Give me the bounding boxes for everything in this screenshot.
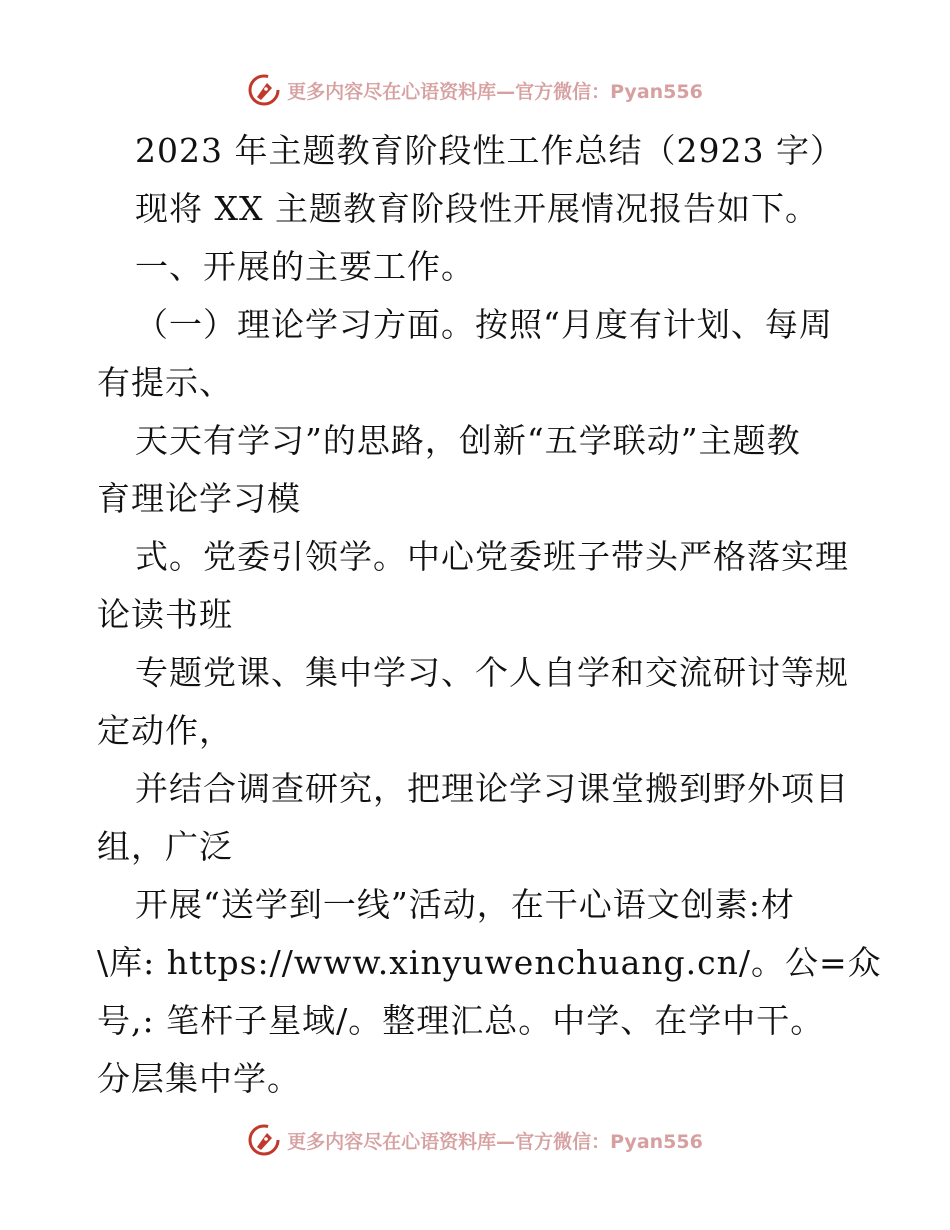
document-line: 2023 年主题教育阶段性工作总结（2923 字） — [135, 131, 844, 170]
document-line: 组，广泛 — [97, 827, 233, 866]
header-banner-text: 更多内容尽在心语资料库—官方微信：Pyan556 — [287, 80, 703, 103]
pen-nib-logo-icon — [247, 73, 281, 107]
document-line: 式。党委引领学。中心党委班子带头严格落实理 — [135, 537, 849, 576]
document-line: 一、开展的主要工作。 — [135, 247, 475, 286]
document-line: 天天有学习”的思路，创新“五学联动”主题教 — [135, 421, 801, 460]
document-line: 育理论学习模 — [97, 479, 301, 518]
pen-nib-logo-icon — [247, 1123, 281, 1157]
document-line: 并结合调查研究，把理论学习课堂搬到野外项目 — [135, 769, 849, 808]
header-banner — [0, 70, 950, 110]
document-line: 定动作， — [97, 711, 233, 750]
document-line: （一）理论学习方面。按照“月度有计划、每周 — [135, 305, 833, 344]
document-line: 有提示、 — [97, 363, 233, 402]
footer-banner — [0, 1120, 950, 1160]
document-line: \库: https://www.xinyuwenchuang.cn/。公=众 — [97, 943, 882, 982]
document-line: 号,: 笔杆子星域/。整理汇总。中学、在学中干。 — [97, 1001, 825, 1040]
document-body — [97, 122, 882, 1108]
document-line: 分层集中学。 — [97, 1059, 301, 1098]
document-line: 论读书班 — [97, 595, 233, 634]
footer-banner-text: 更多内容尽在心语资料库—官方微信：Pyan556 — [287, 1130, 703, 1153]
document-line: 开展“送学到一线”活动，在干心语文创素:材 — [135, 885, 795, 924]
document-line: 专题党课、集中学习、个人自学和交流研讨等规 — [135, 653, 849, 692]
document-line: 现将 XX 主题教育阶段性开展情况报告如下。 — [135, 189, 819, 228]
